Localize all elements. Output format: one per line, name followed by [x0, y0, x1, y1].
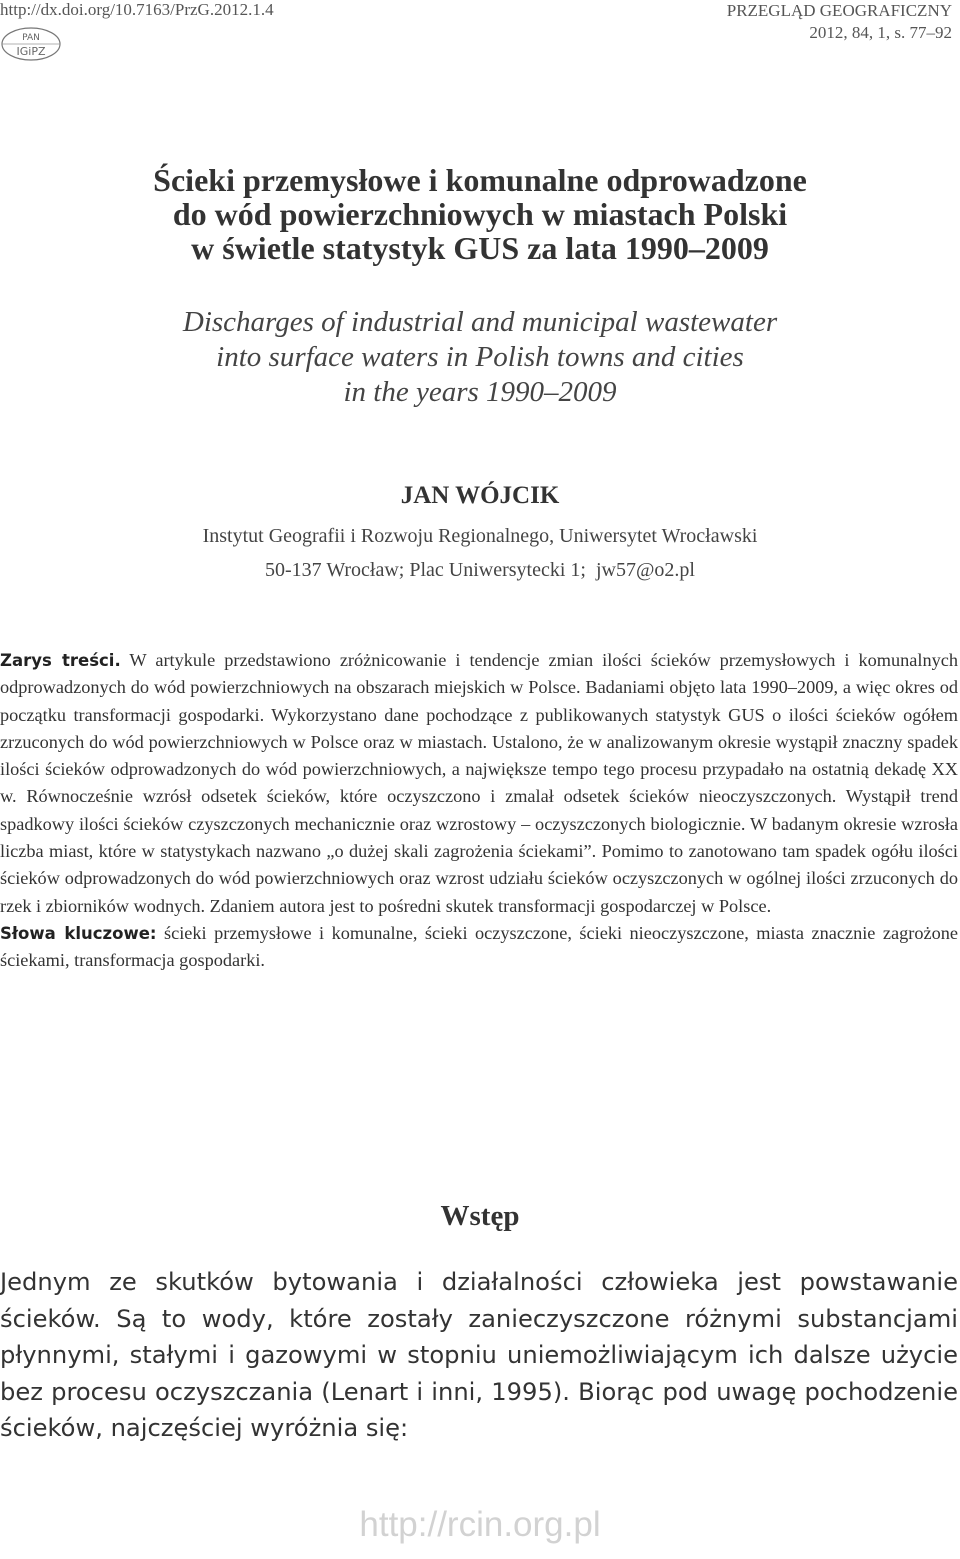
- article-title-polish: [0, 163, 960, 265]
- title-line: in the years 1990–2009: [343, 376, 617, 408]
- journal-citation: 2012, 84, 1, s. 77–92: [809, 23, 952, 42]
- abstract-text: W artykule przedstawiono zróżnicowanie i tendencje zmian ilości ścieków przemysłowych i komunalnych odprowadzonych do wód powierzchniowych na obszarach miejskich w Polsce. Badaniami objęto lata 1990–2009, a więc okres od początku transformacji gospodarki. Wykorzystano dane pochodzące z publikowanych statystyk GUS o ilości ścieków ogółem zrzuconych do wód powierzchniowych w Polsce oraz w miastach. Ustalono, że w analizowanym okresie wystąpił znaczny spadek ilości ścieków odprowadzonych do wód powierzchniowych, a największe tempo tego procesu przypadało na ostatnią dekadę XX w. Równocześnie wzrósł odsetek ścieków, które oczyszczono i zmalał odsetek ścieków nieoczyszczonych. Wystąpił trend spadkowy ilości ścieków czyszczonych mechanicznie oraz wzrostowy – oczyszczonych biologicznie. W badanym okresie wzrosła liczba miast, które w statystykach nazwano „o dużej skali zagrożenia ściekami”. Pomimo to zanotowano tam spadek ogółu ilości ścieków odprowadzonych do wód powierzchniowych oraz wzrost udziału ścieków oczyszczonych w ogólnej ilości zrzuconych do rzek i zbiorników wodnych. Zdaniem autora jest to pośredni skutek transformacji gospodarczej w Polsce.: [0, 650, 958, 916]
- journal-name: PRZEGLĄD GEOGRAFICZNY: [726, 1, 952, 20]
- title-line: do wód powierzchniowych w miastach Polski: [172, 196, 788, 232]
- logo-text-top: PAN: [22, 33, 40, 43]
- pan-igipz-logo: [0, 26, 62, 62]
- title-line: into surface waters in Polish towns and cities: [216, 341, 744, 373]
- article-title-english: [0, 305, 960, 410]
- abstract-block: [0, 647, 958, 975]
- address-line: [0, 553, 960, 587]
- abstract-label: Zarys treści.: [0, 651, 121, 670]
- section-heading: Wstęp: [440, 1200, 520, 1232]
- title-line: Discharges of industrial and municipal wastewater: [182, 306, 778, 338]
- journal-header: [727, 0, 952, 44]
- intro-paragraph: Jednym ze skutków bytowania i działalności człowieka jest powstawanie ścieków. Są to wody, które zostały zanieczyszczone różnymi substancjami płynnymi, stałymi i gazowymi w stopniu uniemożliwiającym ich dalsze użycie bez procesu oczyszczania (Lenart i inni, 1995). Biorąc pod uwagę pochodzenie ścieków, najczęściej wyróżnia się:: [0, 1268, 958, 1442]
- keywords-label: Słowa kluczowe:: [0, 923, 157, 943]
- abstract-paragraph: [0, 647, 958, 920]
- address: 50-137 Wrocław; Plac Uniwersytecki 1;: [265, 559, 586, 581]
- doi-link[interactable]: http://dx.doi.org/10.7163/PrzG.2012.1.4: [0, 0, 274, 19]
- affiliation: Instytut Geografii i Rozwoju Regionalnego, Uniwersytet Wrocławski: [202, 525, 758, 547]
- keywords-text: ścieki przemysłowe i komunalne, ścieki oczyszczone, ścieki nieoczyszczone, miasta znacznie zagrożone ściekami, transformacja gospodarki.: [0, 922, 958, 971]
- watermark: http://rcin.org.pl: [359, 1505, 601, 1544]
- author-name: JAN WÓJCIK: [400, 482, 560, 509]
- author-affiliation-block: [0, 519, 960, 587]
- keywords-paragraph: [0, 920, 958, 975]
- email-link[interactable]: jw57@o2.pl: [595, 559, 695, 581]
- logo-text-bottom: IGiPZ: [16, 45, 46, 58]
- title-line: w świetle statystyk GUS za lata 1990–2009: [191, 230, 769, 266]
- title-line: Ścieki przemysłowe i komunalne odprowadzone: [153, 162, 807, 198]
